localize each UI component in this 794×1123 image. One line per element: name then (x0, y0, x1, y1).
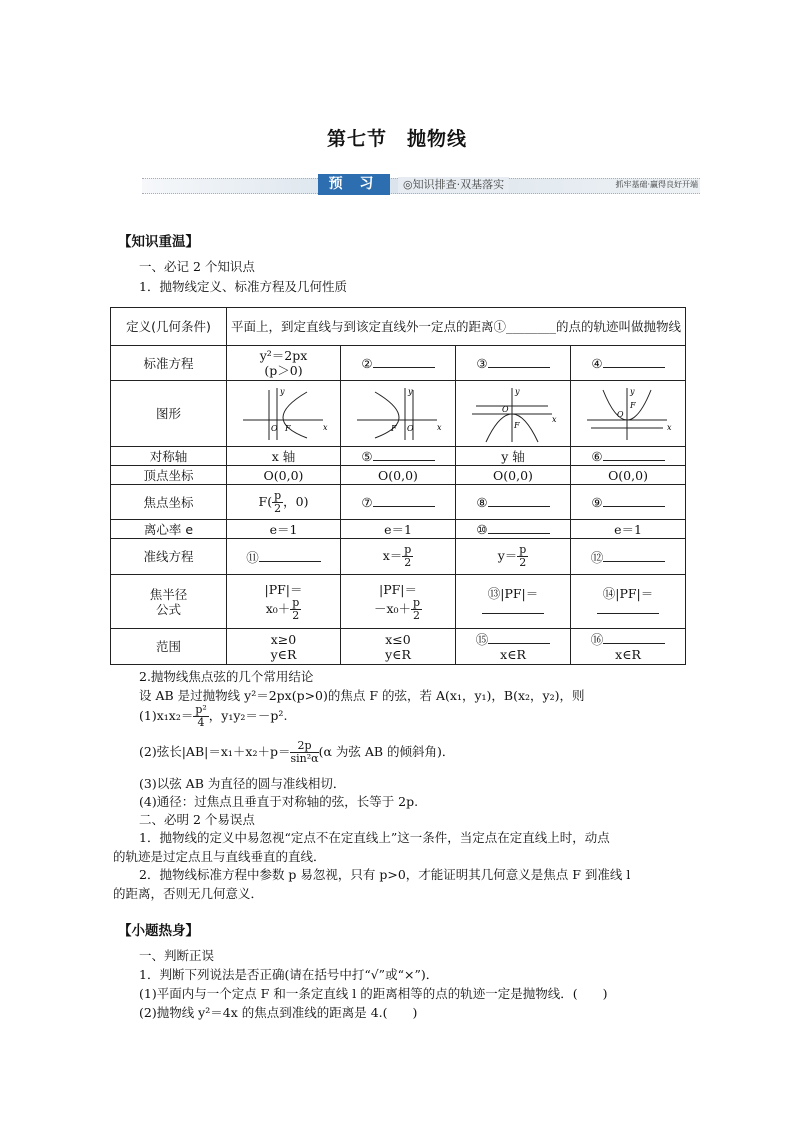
row-label-axis: 对称轴 (111, 447, 227, 466)
origin-label: O (407, 423, 414, 433)
directrix-cell-3 (456, 539, 571, 575)
focus-prefix: F( (258, 493, 273, 509)
focus-cell-2 (341, 485, 456, 520)
conclusion-1-rhs: ，y₁y₂＝－p². (208, 708, 288, 723)
denominator: 2 (292, 608, 300, 622)
x-label: x (437, 422, 442, 432)
blank-marker-4: ④ (591, 356, 603, 371)
denominator: 2 (274, 501, 282, 515)
pf-label: |PF|＝ (378, 581, 417, 597)
fraction-p-over-2 (402, 544, 413, 569)
ecc-value: e＝1 (571, 520, 686, 539)
answer-blank (482, 601, 544, 614)
y-label: y (279, 386, 285, 396)
focal-label-line1: 焦半径 (149, 586, 188, 602)
mistake-2-line1: 2．抛物线标准方程中参数 p 易忽视，只有 p>0，才能证明其几何意义是焦点 F 到准线 l (139, 867, 631, 882)
origin-label: O (270, 423, 278, 433)
ecc-value: e＝1 (227, 520, 341, 539)
row-label-vertex: 顶点坐标 (111, 466, 227, 485)
answer-blank (488, 631, 550, 644)
part-heading-2: 二、必明 2 个易误点 (139, 812, 255, 827)
denominator: 2 (519, 556, 527, 569)
fraction-chord-length (290, 740, 318, 765)
focal-cell-2 (341, 575, 456, 629)
answer-blank (603, 631, 665, 644)
blank-marker-9: ⑨ (591, 495, 603, 510)
parabola-up-graph (583, 384, 673, 444)
blank-marker-8: ⑧ (476, 495, 488, 510)
row-label-focal-radius (111, 575, 227, 629)
row-label-eccentricity: 离心率 e (111, 520, 227, 539)
answer-blank (603, 494, 665, 507)
origin-label: O (502, 404, 509, 414)
range-x: x∈R (615, 647, 641, 662)
graph-cell-3 (456, 381, 571, 447)
answer-blank (603, 549, 665, 562)
row-label-focus: 焦点坐标 (111, 485, 227, 520)
section-banner (142, 174, 700, 196)
axis-cell-4 (571, 447, 686, 466)
vertex-value: O(0,0) (456, 466, 571, 485)
definition-text: 平面上，到定直线与到该定直线外一定点的距离①________的点的轨迹叫做抛物线 (227, 308, 686, 346)
pf-label: |PF|＝ (264, 581, 303, 597)
focal-blank-label-13: ⑬|PF|＝ (487, 586, 539, 601)
row-label-definition: 定义(几何条件) (111, 308, 227, 346)
answer-blank (603, 448, 665, 461)
range-cell-1 (227, 629, 341, 665)
mistake-1-line2: 的轨迹是过定点且与直线垂直的直线． (113, 849, 326, 864)
focus-cell-3 (456, 485, 571, 520)
origin-label: O (617, 409, 624, 419)
focus-label: F (514, 420, 520, 430)
focus-label: F (630, 400, 636, 410)
range-x: x∈R (500, 647, 526, 662)
answer-blank (259, 549, 321, 562)
range-cell-2 (341, 629, 456, 665)
answer-blank (373, 448, 435, 461)
conclusion-4: (4)通径：过焦点且垂直于对称轴的弦，长等于 2p. (139, 794, 419, 809)
parabola-right-graph (239, 384, 329, 444)
directrix-cell-1 (227, 539, 341, 575)
fraction-p2-over-4 (193, 704, 208, 729)
mistake-2-line2: 的距离，否则无几何意义． (113, 886, 264, 901)
equation-cell-4 (571, 346, 686, 381)
equation-1: y²＝2px (259, 348, 308, 363)
axis-cell-2 (341, 447, 456, 466)
parabola-properties-table (110, 307, 686, 665)
range-cell-4 (571, 629, 686, 665)
answer-blank (373, 494, 435, 507)
fraction-p-over-2 (290, 597, 301, 622)
fraction-p-over-2 (272, 490, 283, 515)
vertex-value: O(0,0) (571, 466, 686, 485)
conclusion-2-rhs: (α 为弦 AB 的倾斜角)． (318, 744, 455, 759)
numerator: p² (195, 703, 207, 716)
row-label-directrix: 准线方程 (111, 539, 227, 575)
equation-cell-2 (341, 346, 456, 381)
blank-marker-7: ⑦ (361, 495, 373, 510)
item-heading-2: 2.抛物线焦点弦的几个常用结论 (139, 669, 314, 684)
focal-term: －x₀＋ (373, 600, 411, 616)
mistake-1-line1: 1．抛物线的定义中易忽视“定点不在定直线上”这一条件，当定点在定直线上时，动点 (139, 830, 610, 845)
directrix-lhs: x＝ (382, 548, 403, 563)
question-1: (1)平面内与一个定点 F 和一条定直线 l 的距离相等的点的轨迹一定是抛物线．( ) (139, 986, 608, 1001)
focus-label: F (391, 423, 397, 433)
conclusion-2 (139, 740, 454, 765)
ecc-cell-3 (456, 520, 571, 539)
denominator: 2 (404, 556, 412, 569)
numerator: p (404, 543, 412, 556)
axis-value-3: y 轴 (456, 447, 571, 466)
question-intro: 1．判断下列说法是否正确(请在括号中打“√”或“×”)． (139, 967, 439, 982)
equation-cell-3 (456, 346, 571, 381)
row-label-graph: 图形 (111, 381, 227, 447)
focal-chord-intro: 设 AB 是过抛物线 y²＝2px(p>0)的焦点 F 的弦，若 A(x₁，y₁)，B(x₂，y₂)，则 (139, 688, 585, 703)
focal-blank-label-14: ⑭|PF|＝ (602, 586, 654, 601)
question-2: (2)抛物线 y²＝4x 的焦点到准线的距离是 4.( ) (139, 1005, 418, 1020)
blank-marker-3: ③ (476, 356, 488, 371)
equation-1-condition: (p＞0) (264, 363, 303, 378)
conclusion-2-lhs: (2)弦长|AB|＝x₁＋x₂＋p＝ (139, 744, 291, 759)
focus-suffix: ，0) (283, 493, 309, 509)
answer-blank (603, 355, 665, 368)
focal-term: x₀＋ (265, 600, 291, 616)
blank-marker-16: ⑯ (590, 632, 604, 647)
banner-slogan: 抓牢基础·赢得良好开端 (615, 180, 698, 189)
blank-marker-6: ⑥ (591, 449, 603, 464)
blank-marker-12: ⑫ (590, 549, 604, 565)
graph-cell-4 (571, 381, 686, 447)
parabola-left-graph (353, 384, 443, 444)
directrix-cell-2 (341, 539, 456, 575)
focus-cell-1 (227, 485, 341, 520)
conclusion-1 (139, 704, 287, 729)
banner-subtitle: ◎知识排查·双基落实 (398, 177, 509, 193)
blank-marker-15: ⑮ (475, 632, 489, 647)
blank-marker-2: ② (361, 356, 373, 371)
conclusion-1-lhs: (1)x₁x₂＝ (139, 708, 194, 723)
focal-cell-1 (227, 575, 341, 629)
range-cell-3 (456, 629, 571, 665)
directrix-cell-4 (571, 539, 686, 575)
graph-cell-2 (341, 381, 456, 447)
fraction-p-over-2 (517, 544, 528, 569)
range-x: x≤0 (385, 631, 411, 647)
row-label-range: 范围 (111, 629, 227, 665)
denominator: 2 (413, 608, 421, 622)
vertex-value: O(0,0) (341, 466, 456, 485)
range-y: y∈R (385, 646, 411, 662)
y-label: y (630, 386, 635, 396)
blank-marker-10: ⑩ (476, 522, 488, 537)
answer-blank (597, 601, 659, 614)
x-label: x (322, 422, 328, 432)
blank-marker-5: ⑤ (361, 449, 373, 464)
focus-label: F (284, 423, 291, 433)
page-title: 第七节 抛物线 (326, 128, 467, 150)
focal-cell-4 (571, 575, 686, 629)
conclusion-3: (3)以弦 AB 为直径的圆与准线相切． (139, 776, 346, 791)
numerator: p (292, 595, 300, 609)
focal-cell-3 (456, 575, 571, 629)
denominator: 4 (197, 716, 205, 729)
item-heading-1: 1．抛物线定义、标准方程及几何性质 (139, 279, 347, 294)
answer-blank (373, 355, 435, 368)
section-heading-review: 【知识重温】 (118, 234, 199, 250)
numerator: p (413, 595, 421, 609)
numerator: 2p (290, 740, 318, 753)
part-heading-1: 一、必记 2 个知识点 (139, 259, 255, 274)
parabola-down-graph (468, 384, 558, 444)
y-label: y (408, 386, 413, 396)
x-label: x (552, 414, 557, 424)
range-x: x≥0 (270, 631, 297, 647)
graph-cell-1 (227, 381, 341, 447)
answer-blank (488, 355, 550, 368)
focal-label-line2: 公式 (155, 601, 181, 617)
range-y: y∈R (270, 646, 297, 662)
fraction-p-over-2 (411, 597, 422, 622)
directrix-lhs: y＝ (497, 548, 518, 563)
answer-blank (488, 494, 550, 507)
part-heading-3: 一、判断正误 (139, 948, 215, 963)
blank-marker-11: ⑪ (246, 549, 259, 565)
answer-blank (488, 521, 550, 534)
vertex-value: O(0,0) (227, 466, 341, 485)
axis-value-1: x 轴 (227, 447, 341, 466)
equation-cell-1 (227, 346, 341, 381)
numerator: p (519, 543, 527, 556)
focus-cell-4 (571, 485, 686, 520)
numerator: p (274, 488, 282, 502)
x-label: x (667, 422, 672, 432)
ecc-value: e＝1 (341, 520, 456, 539)
section-heading-warmup: 【小题热身】 (118, 923, 199, 939)
denominator: sin²α (290, 752, 319, 765)
row-label-equation: 标准方程 (111, 346, 227, 381)
banner-tag: 预 习 (318, 174, 390, 195)
y-label: y (515, 386, 520, 396)
